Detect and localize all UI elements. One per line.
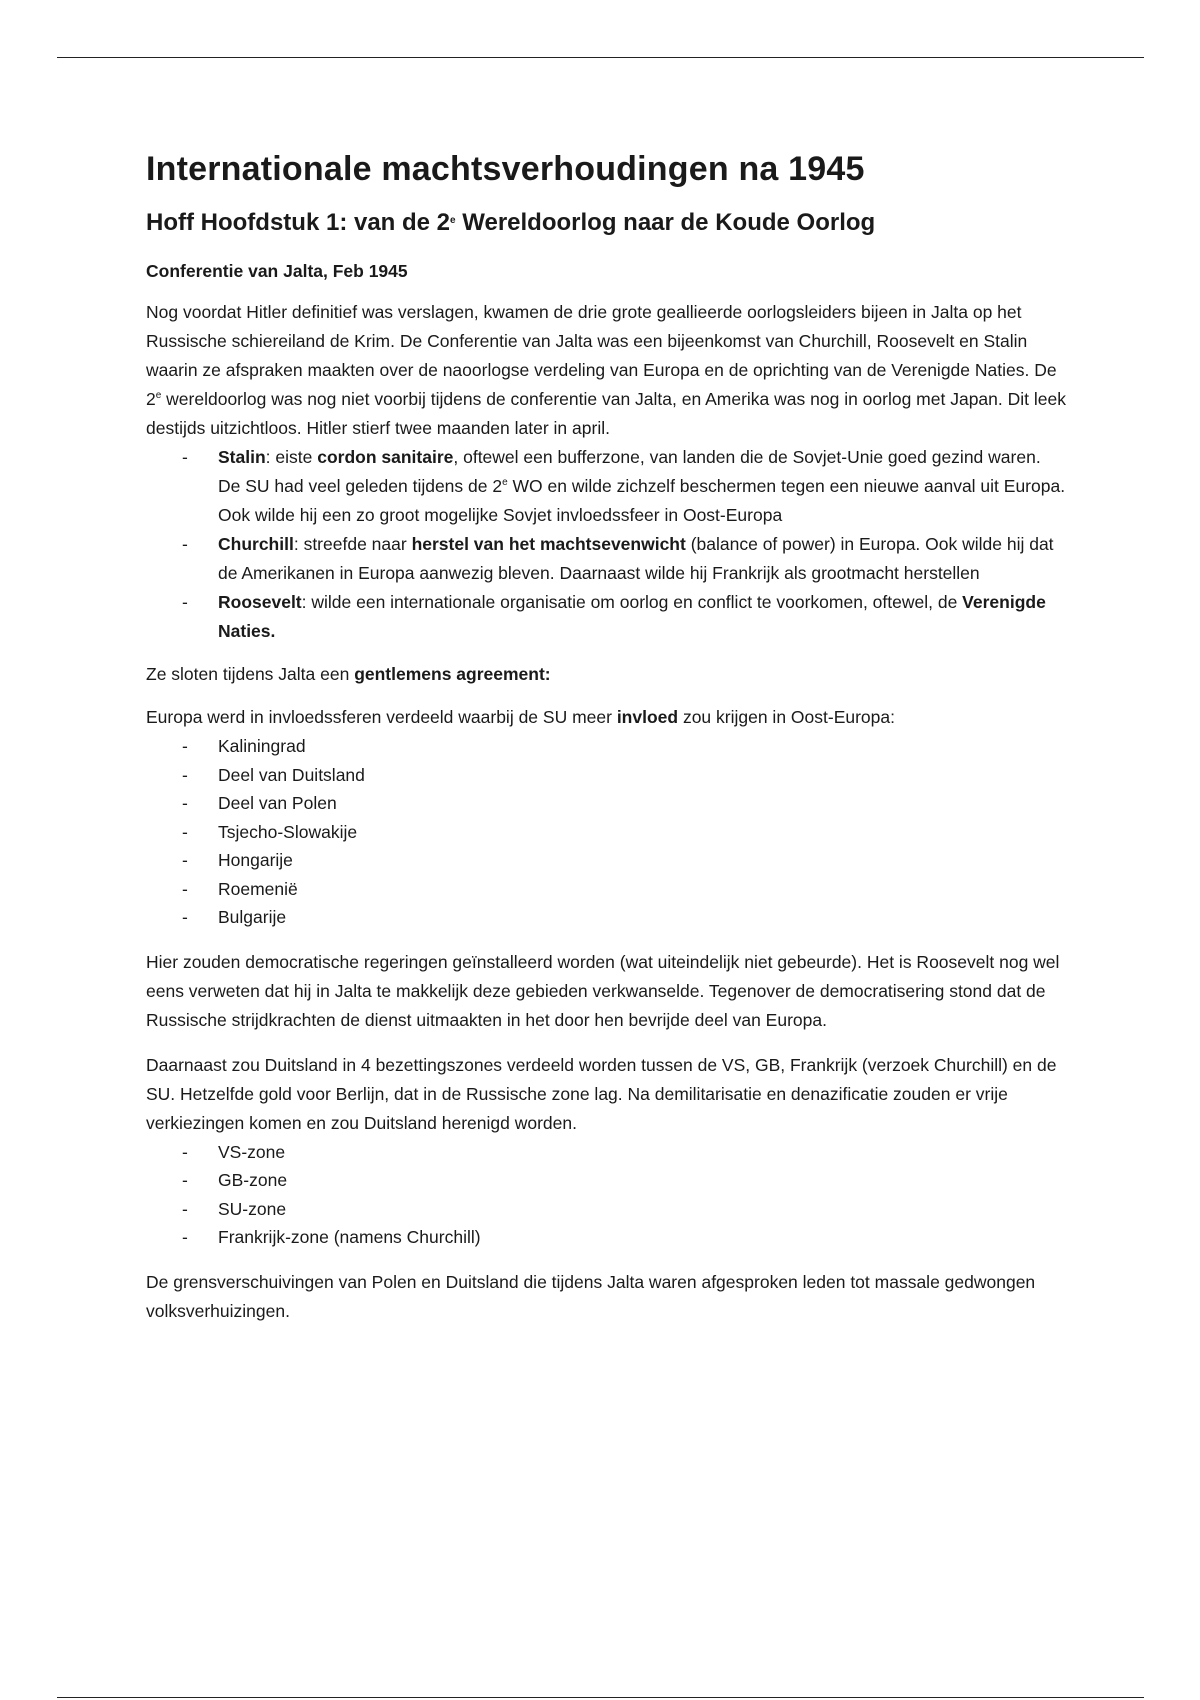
dash-bullet: - <box>182 764 188 785</box>
germany-paragraph: Daarnaast zou Duitsland in 4 bezettingszones verdeeld worden tussen de VS, GB, Frankrijk (verzoek Churchill) en de SU. Hetzelfde gold voor Berlijn, dat in de Russische zone lag. Na demilitarisatie en denazificatie zouden er vrije verkiezingen komen en zou Duitsland herenigd worden. <box>146 1054 1057 1133</box>
key-term: herstel van het machtsevenwicht <box>411 534 686 554</box>
dash-bullet: - <box>182 736 188 756</box>
list-text: : eiste <box>265 447 318 467</box>
header-rule <box>57 57 1144 58</box>
leaders-list <box>146 443 1066 646</box>
dash-bullet: - <box>182 821 188 842</box>
document-body <box>146 146 1066 1326</box>
closing-paragraph: De grensverschuivingen van Polen en Duitsland die tijdens Jalta waren afgesproken leden tot massale gedwongen volksverhuizingen. <box>146 1271 1036 1321</box>
dash-bullet: - <box>182 850 188 870</box>
dash-bullet: - <box>182 878 188 899</box>
chapter-subtitle <box>146 206 1066 240</box>
territory-label: Hongarije <box>218 850 293 870</box>
territory-label: Bulgarije <box>218 907 287 927</box>
subtitle-superscript: e <box>450 215 456 226</box>
spheres-paragraph <box>146 703 1066 732</box>
list-text: , oftewel een bufferzone, van landen die de Sovjet-Unie goed gezind waren. De SU had veel geleden tijdens de 2 <box>218 447 1041 496</box>
superscript: e <box>502 477 508 488</box>
dash-bullet: - <box>182 1198 188 1219</box>
list-item-stalin <box>146 443 1066 530</box>
list-item <box>146 789 1066 818</box>
intro-paragraph <box>146 298 1066 443</box>
agreement-paragraph <box>146 660 1066 689</box>
zone-label: SU-zone <box>218 1198 287 1219</box>
key-term: gentlemens agreement: <box>354 664 551 684</box>
document-title: Internationale machtsverhoudingen na 1945 <box>146 150 865 188</box>
leader-name: Churchill <box>218 534 294 554</box>
territory-label: Roemenië <box>218 878 298 899</box>
territory-label: Deel van Polen <box>218 793 337 813</box>
intro-superscript: e <box>155 390 162 401</box>
key-term: cordon sanitaire <box>317 447 454 467</box>
spheres-text: Europa werd in invloedssferen verdeeld waarbij de SU meer <box>146 707 617 727</box>
list-item <box>146 1138 1066 1167</box>
list-text: (balance of power) in Europa. Ook wilde hij dat de Amerikanen in Europa aanwezig bleven. Daarnaast wilde hij Frankrijk als grootmacht herstellen <box>218 534 1054 583</box>
zones-list <box>146 1138 1066 1252</box>
key-term: invloed <box>616 707 679 727</box>
footer-rule <box>57 1697 1144 1698</box>
list-item <box>146 875 1066 904</box>
territory-label: Tsjecho-Slowakije <box>218 821 358 842</box>
zone-label: GB-zone <box>218 1170 288 1190</box>
list-item <box>146 1195 1066 1224</box>
list-item <box>146 761 1066 790</box>
dash-bullet: - <box>182 534 188 554</box>
list-item-churchill <box>146 530 1066 588</box>
territory-label: Deel van Duitsland <box>218 764 365 785</box>
list-item <box>146 903 1066 932</box>
dash-bullet: - <box>182 793 188 813</box>
agreement-text: Ze sloten tijdens Jalta een <box>146 664 355 684</box>
subtitle-text-before: Hoff Hoofdstuk 1: van de 2 <box>146 209 451 236</box>
intro-text-part2: wereldoorlog was nog niet voorbij tijdens de conferentie van Jalta, en Amerika was nog in oorlog met Japan. Dit leek destijds uitzichtloos. Hitler stierf twee maanden later in april. <box>146 389 1066 438</box>
list-item <box>146 1166 1066 1195</box>
dash-bullet: - <box>182 1227 188 1247</box>
list-item <box>146 1223 1066 1252</box>
list-text: : streefde naar <box>293 534 412 554</box>
leader-name: Roosevelt <box>218 592 302 612</box>
dash-bullet: - <box>182 907 188 927</box>
intro-text-part1: Nog voordat Hitler definitief was verslagen, kwamen de drie grote geallieerde oorlogsleiders bijeen in Jalta op het Russische schiereiland de Krim. De Conferentie van Jalta was een bijeenkomst van Churchill, Roosevelt en Stalin waarin ze afspraken maakten over de naoorlogse verdeling van Europa en de oprichting van de Verenigde Naties. De 2 <box>146 302 1057 409</box>
spheres-text: zou krijgen in Oost-Europa: <box>678 707 895 727</box>
list-item <box>146 818 1066 847</box>
dash-bullet: - <box>182 1170 188 1190</box>
zone-label: Frankrijk-zone (namens Churchill) <box>218 1227 481 1247</box>
dash-bullet: - <box>182 592 188 612</box>
list-item <box>146 732 1066 761</box>
subtitle-text-after: Wereldoorlog naar de Koude Oorlog <box>455 209 876 236</box>
key-term: Verenigde Naties. <box>218 592 1046 641</box>
section-heading: Conferentie van Jalta, Feb 1945 <box>146 261 408 281</box>
territory-label: Kaliningrad <box>218 736 306 756</box>
list-item <box>146 846 1066 875</box>
dash-bullet: - <box>182 447 188 467</box>
list-text: WO en wilde zichzelf beschermen tegen een nieuwe aanval uit Europa. Ook wilde hij een zo groot mogelijke Sovjet invloedssfeer in Oost-Europa <box>218 476 1066 525</box>
list-text: : wilde een internationale organisatie om oorlog en conflict te voorkomen, oftewel, de <box>301 592 963 612</box>
leader-name: Stalin <box>218 447 266 467</box>
zone-label: VS-zone <box>218 1141 286 1162</box>
territories-list <box>146 732 1066 932</box>
democracy-paragraph: Hier zouden democratische regeringen geïnstalleerd worden (wat uiteindelijk niet gebeurde). Het is Roosevelt nog wel eens verweten dat hij in Jalta te makkelijk deze gebieden verkwanselde. Tegenover de democratisering stond dat de Russische strijdkrachten de dienst uitmaakten in het door hen bevrijde deel van Europa. <box>146 951 1060 1030</box>
list-item-roosevelt <box>146 588 1066 646</box>
dash-bullet: - <box>182 1141 188 1162</box>
